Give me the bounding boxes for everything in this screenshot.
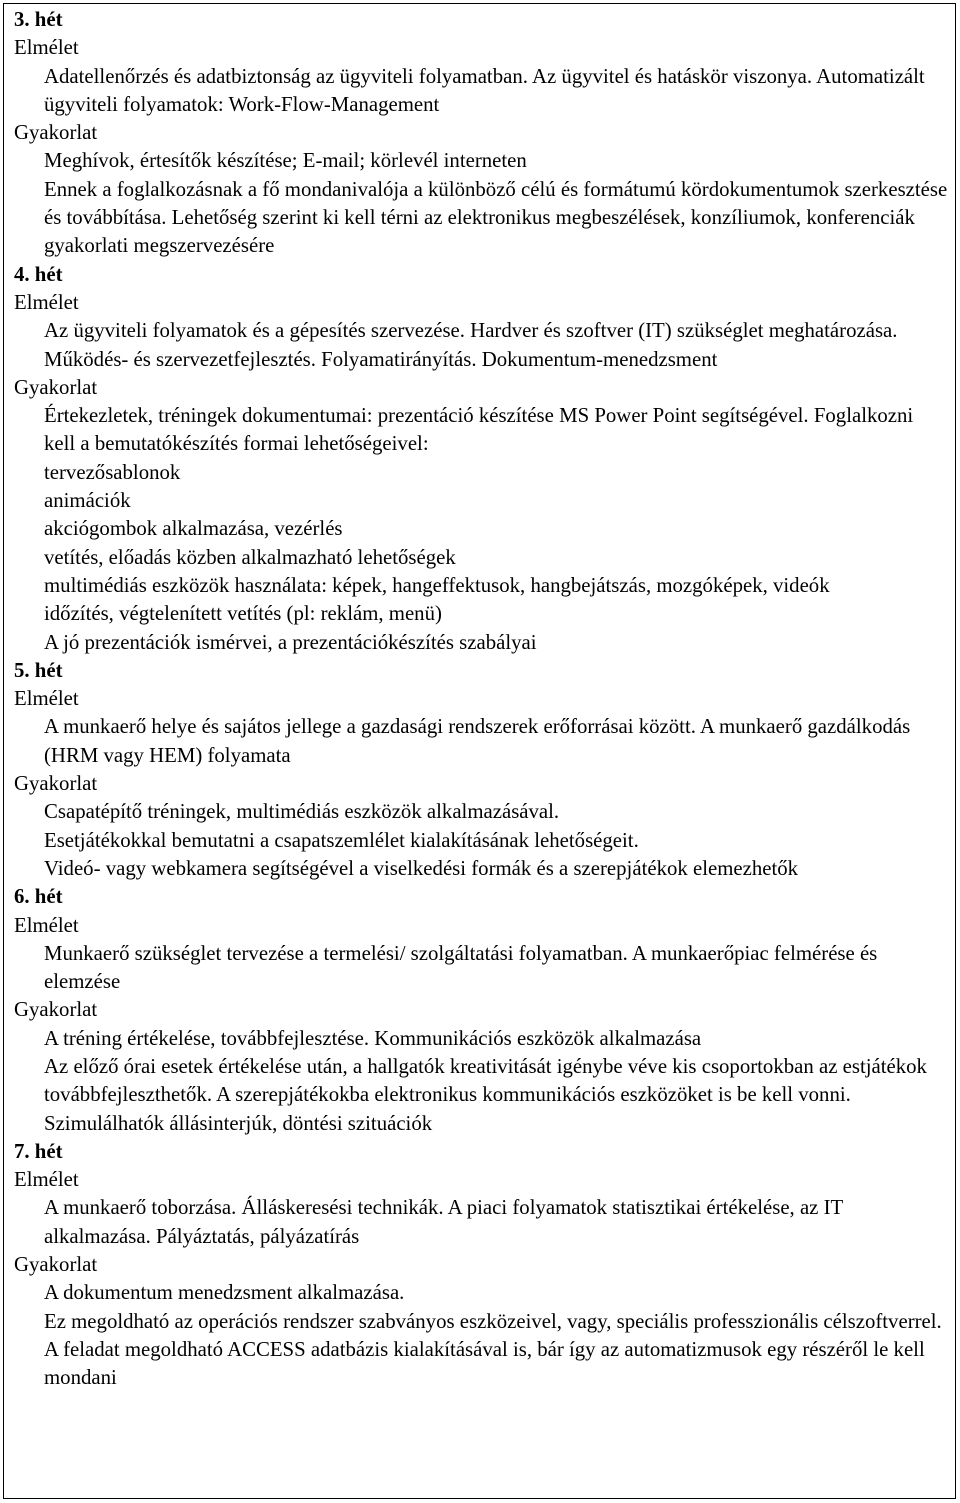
practice-paragraph: multimédiás eszközök használata: képek, hangeffektusok, hangbejátszás, mozgóképek, videók (44, 573, 830, 597)
practice-paragraph: Meghívok, értesítők készítése; E-mail; körlevél interneten (44, 149, 527, 173)
theory-paragraph: Adatellenőrzés és adatbiztonság az ügyviteli folyamatban. Az ügyvitel és hatáskör viszonya. Automatizált ügyviteli folyamatok: Work-Flow-Management (44, 64, 925, 116)
practice-label: Gyakorlat (14, 772, 98, 796)
theory-paragraph: A munkaerő toborzása. Álláskeresési technikák. A piaci folyamatok statisztikai értékelése, az IT alkalmazása. Pályáztatás, pályázatírás (44, 1196, 843, 1248)
practice-paragraph: időzítés, végtelenített vetítés (pl: reklám, menü) (44, 602, 442, 626)
practice-label: Gyakorlat (14, 375, 98, 399)
practice-paragraph: animációk (44, 489, 131, 513)
practice-paragraph: Szimulálhatók állásinterjúk, döntési szituációk (44, 1111, 433, 1135)
week-section (14, 883, 955, 1138)
practice-label: Gyakorlat (14, 998, 98, 1022)
practice-paragraph: Az előző órai esetek értékelése után, a hallgatók kreativitását igénybe véve kis csoportokban az estjátékok továbbfejleszthetők. A szerepjátékokba elektronikus kommunikációs eszközöket is be kell vonni. (44, 1054, 927, 1107)
week-section (14, 261, 955, 657)
practice-label: Gyakorlat (14, 1253, 98, 1277)
practice-paragraph: A dokumentum menedzsment alkalmazása. (44, 1281, 405, 1305)
practice-paragraph: Videó- vagy webkamera segítségével a viselkedési formák és a szerepjátékok elemezhetők (44, 856, 799, 880)
week-heading: 6. hét (14, 885, 63, 909)
theory-label: Elmélet (14, 687, 79, 711)
week-heading: 5. hét (14, 658, 63, 682)
theory-paragraph: A munkaerő helye és sajátos jellege a gazdasági rendszerek erőforrásai között. A munkaerő gazdálkodás (HRM vagy HEM) folyamata (44, 715, 911, 767)
theory-paragraph: Munkaerő szükséglet tervezése a termelési/ szolgáltatási folyamatban. A munkaerőpiac felmérése és elemzése (44, 941, 878, 994)
practice-label: Gyakorlat (14, 121, 98, 145)
practice-paragraph: tervezősablonok (44, 460, 181, 484)
practice-paragraph: Csapatépítő tréningek, multimédiás eszközök alkalmazásával. (44, 800, 560, 824)
syllabus-page (3, 3, 956, 1499)
practice-paragraph: A feladat megoldható ACCESS adatbázis kialakításával is, bár így az automatizmusok egy részéről le kell mondani (44, 1337, 925, 1390)
practice-paragraph: vetítés, előadás közben alkalmazható lehetőségek (44, 545, 456, 569)
week-heading: 7. hét (14, 1139, 63, 1163)
practice-paragraph: akciógombok alkalmazása, vezérlés (44, 517, 343, 541)
week-section (14, 6, 955, 261)
week-heading: 3. hét (14, 8, 63, 31)
theory-label: Elmélet (14, 913, 79, 937)
theory-label: Elmélet (14, 290, 79, 314)
week-heading: 4. hét (14, 262, 63, 286)
week-section (14, 657, 955, 883)
theory-label: Elmélet (14, 36, 79, 60)
practice-paragraph: A tréning értékelése, továbbfejlesztése. Kommunikációs eszközök alkalmazása (44, 1026, 702, 1050)
practice-paragraph: Ennek a foglalkozásnak a fő mondanivalója a különböző célú és formátumú kördokumentumok szerkesztése és továbbítása. Lehetőség szerint ki kell térni az elektronikus megbeszélések, konzíliumok, konferenciák gyakorlati megszervezésére (44, 177, 948, 258)
practice-paragraph: Értekezletek, tréningek dokumentumai: prezentáció készítése MS Power Point segítségével. Foglalkozni kell a bemutatókészítés formai lehetőségeivel: (44, 404, 914, 456)
practice-paragraph: Ez megoldható az operációs rendszer szabványos eszközeivel, vagy, speciális professzionális célszoftverrel. (44, 1309, 942, 1333)
theory-paragraph: Az ügyviteli folyamatok és a gépesítés szervezése. Hardver és szoftver (IT) szükséglet meghatározása. Működés- és szervezetfejlesztés. Folyamatirányítás. Dokumentum-menedzsment (44, 319, 898, 371)
practice-paragraph: A jó prezentációk ismérvei, a prezentációkészítés szabályai (44, 630, 537, 654)
practice-paragraph: Esetjátékokkal bemutatni a csapatszemlélet kialakításának lehetőségeit. (44, 828, 639, 852)
week-section (14, 1138, 955, 1393)
theory-label: Elmélet (14, 1168, 79, 1192)
